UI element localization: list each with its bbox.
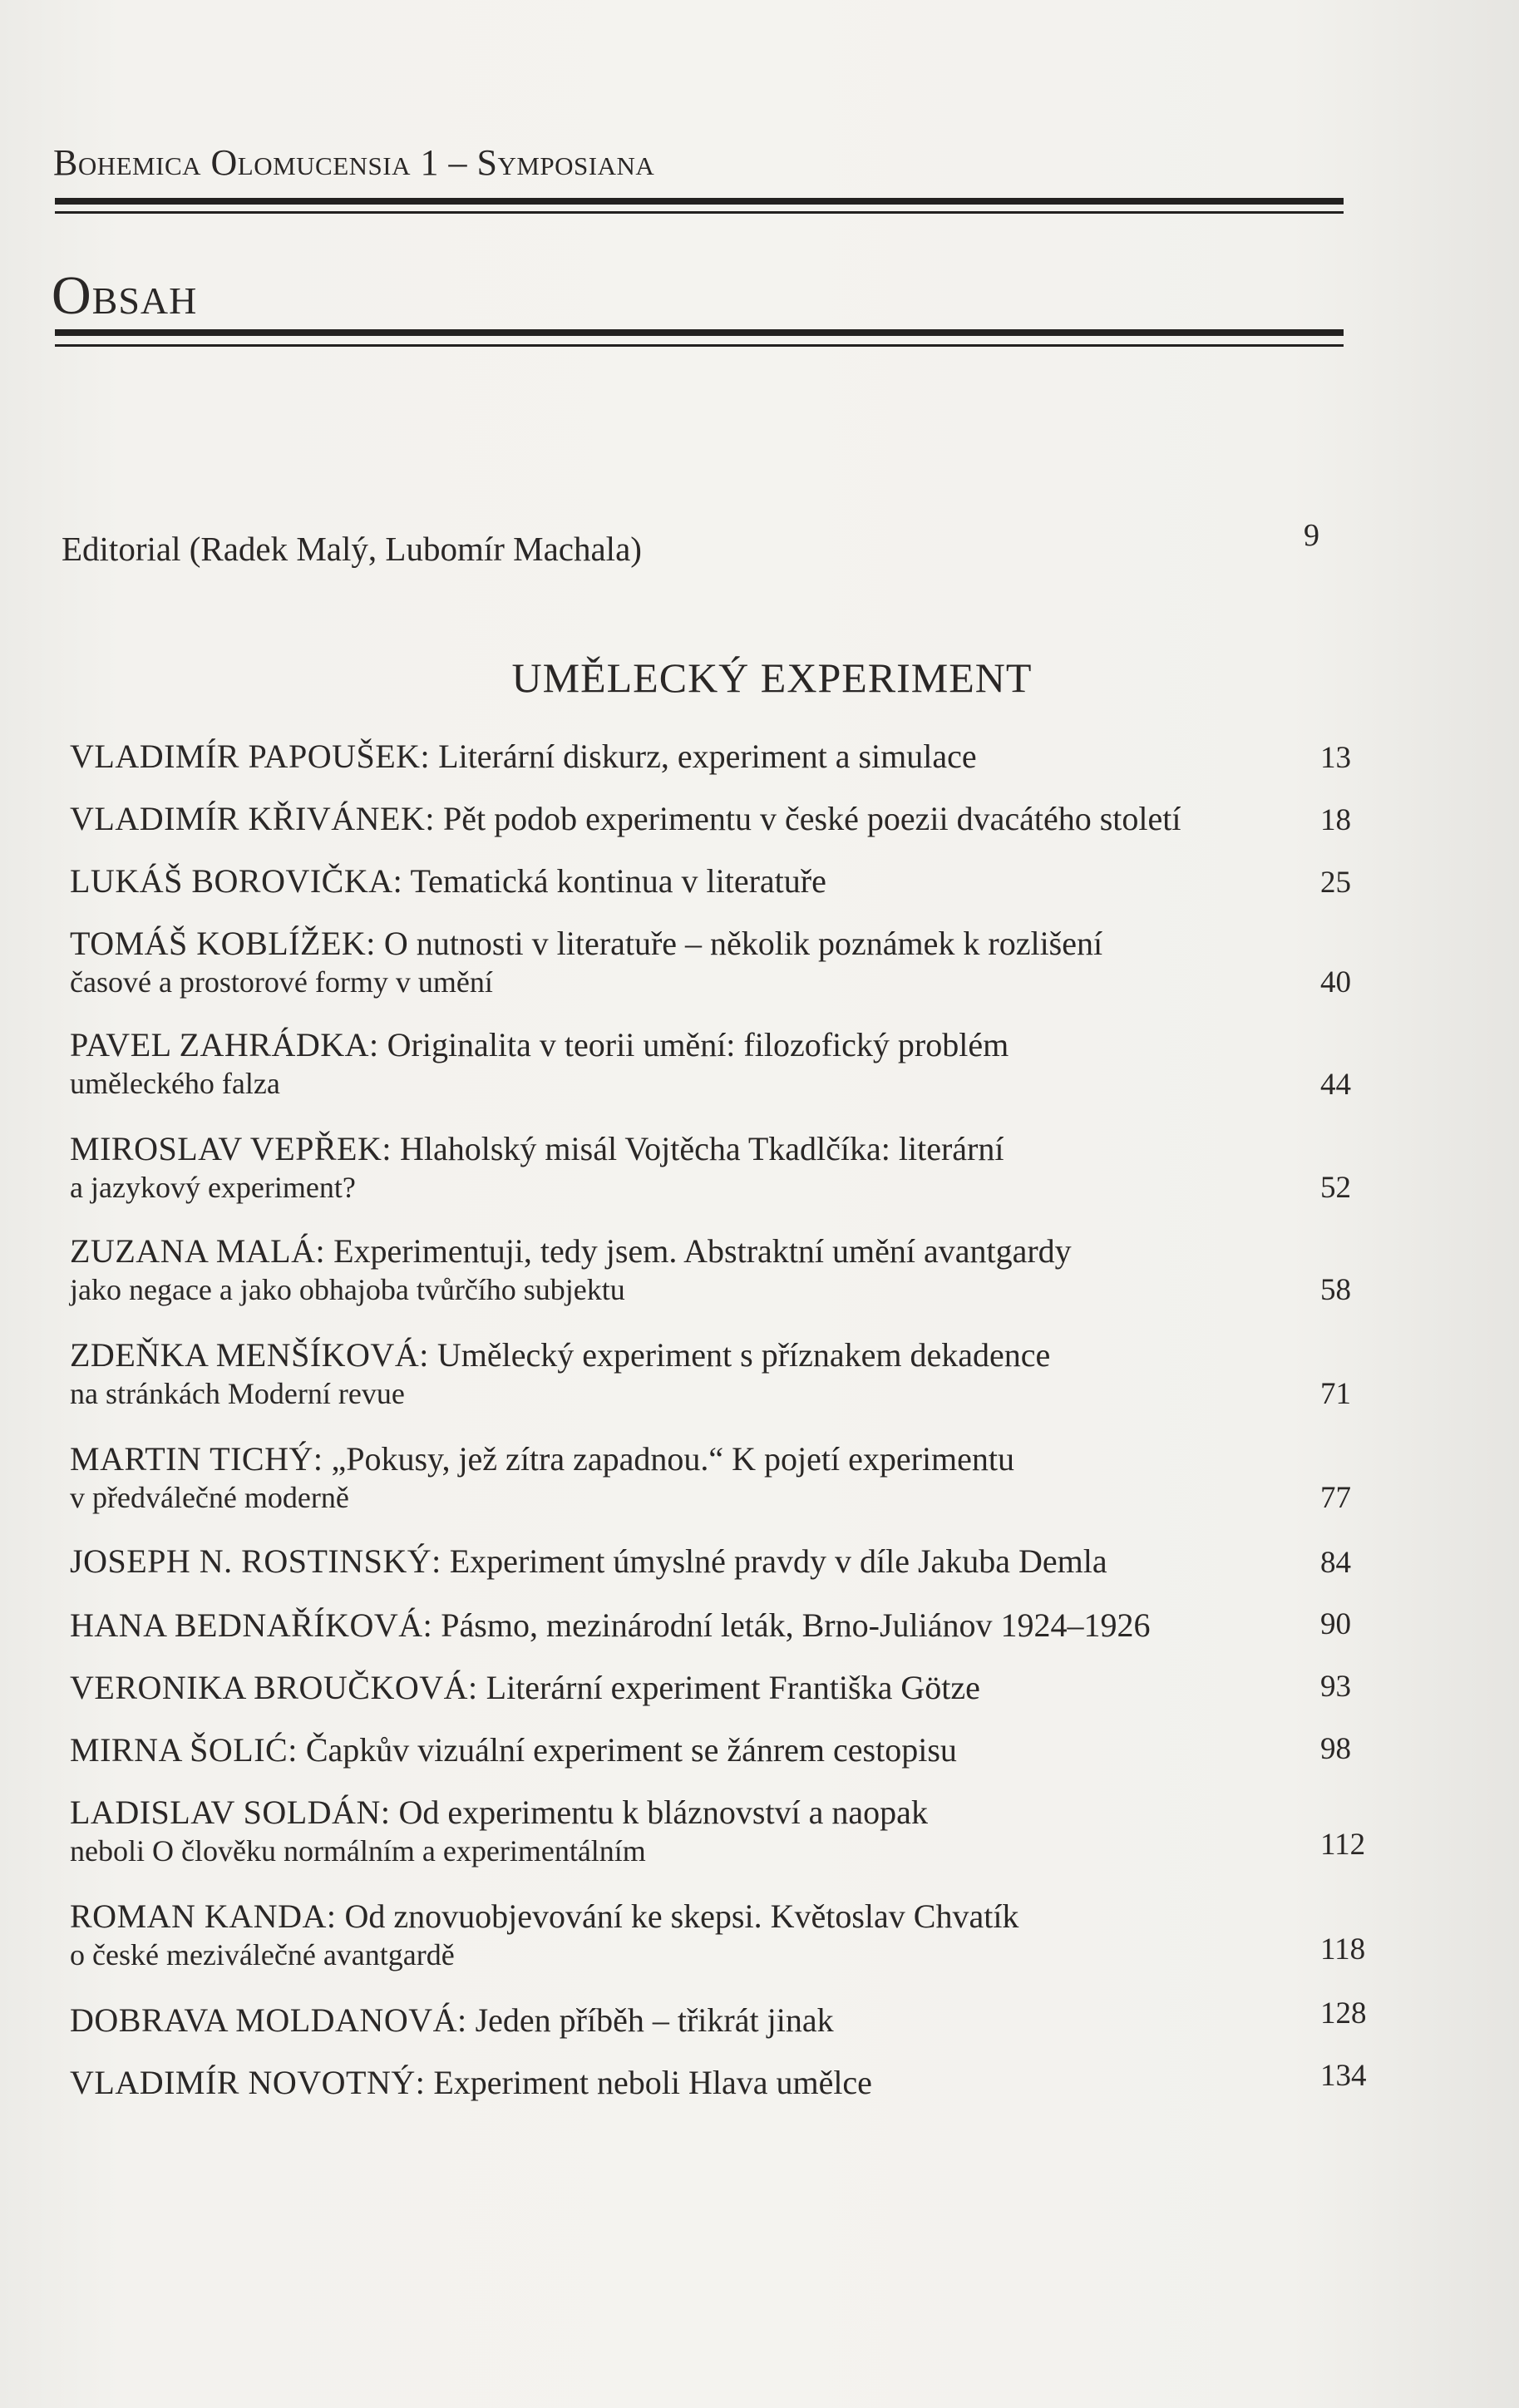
toc-author: MIROSLAV VEPŘEK: (70, 1130, 392, 1167)
toc-page-number: 93 (1320, 1670, 1351, 1704)
toc-page-number: 18 (1320, 803, 1351, 837)
toc-page-number: 52 (1320, 1171, 1351, 1205)
toc-title: Pásmo, mezinárodní leták, Brno-Juliánov 1924–1926 (441, 1606, 1151, 1644)
toc-page-number: 13 (1320, 741, 1351, 775)
toc-entry (70, 1336, 1284, 1410)
toc-author: VLADIMÍR PAPOUŠEK: (70, 738, 431, 775)
toc-page-number: 134 (1320, 2059, 1367, 2093)
toc-title: „Pokusy, jež zítra zapadnou.“ K pojetí experimentu (331, 1440, 1015, 1478)
toc-title: Experiment úmyslné pravdy v díle Jakuba Demla (449, 1542, 1107, 1580)
toc-entry (70, 1897, 1284, 1971)
toc-entry (70, 2001, 1284, 2039)
toc-title: O nutnosti v literatuře – několik poznámek k rozlišení (383, 925, 1103, 962)
toc-page-number: 77 (1320, 1481, 1351, 1515)
toc-page-number: 25 (1320, 866, 1351, 900)
toc-title: Hlaholský misál Vojtěcha Tkadlčíka: literární (399, 1130, 1004, 1167)
toc-title: Od znovuobjevování ke skepsi. Květoslav Chvatík (344, 1897, 1019, 1935)
toc-title: Originalita v teorii umění: filozofický problém (387, 1026, 1009, 1063)
editorial-page-number: 9 (1304, 518, 1319, 553)
title-rule-thin (55, 344, 1344, 347)
toc-entry-line (70, 802, 1284, 836)
header-rule-thin (55, 211, 1344, 214)
toc-entry (70, 802, 1284, 836)
toc-entry (70, 1440, 1284, 1514)
section-heading: UMĚLECKÝ EXPERIMENT (511, 654, 1033, 701)
toc-title: Čapkův vizuální experiment se žánrem cestopisu (305, 1731, 957, 1769)
toc-entry (70, 1671, 1284, 1705)
toc-entry (70, 1796, 1284, 1866)
toc-author: VERONIKA BROUČKOVÁ: (70, 1669, 478, 1706)
toc-entry (70, 927, 1284, 997)
toc-author: MARTIN TICHÝ: (70, 1440, 323, 1478)
toc-page-number: 90 (1320, 1607, 1351, 1641)
toc-title-continuation: neboli O člověku normálním a experimentálním (70, 1834, 646, 1868)
title-rule-thick (55, 329, 1344, 336)
toc-entry-line (70, 1232, 1284, 1270)
toc-title: Tematická kontinua v literatuře (410, 862, 826, 900)
toc-entry-line (70, 1542, 1284, 1580)
toc-entry-line (70, 1671, 1284, 1705)
toc-title: Literární diskurz, experiment a simulace (438, 738, 977, 775)
toc-entry (70, 2066, 1284, 2100)
toc-entry-line (70, 1731, 1284, 1769)
toc-entry-line (70, 2001, 1284, 2039)
header-rule-thick (55, 198, 1344, 205)
toc-entry-line (70, 927, 1284, 960)
toc-entry (70, 1606, 1284, 1644)
toc-entry-line (70, 1897, 1284, 1935)
page-title: Obsah (52, 265, 198, 326)
toc-author: PAVEL ZAHRÁDKA: (70, 1026, 379, 1063)
toc-entry-line (70, 740, 1284, 773)
toc-author: ZDEŇKA MENŠÍKOVÁ: (70, 1336, 429, 1374)
series-header: Bohemica Olomucensia 1 – Symposiana (53, 142, 655, 183)
toc-entry-line (70, 2066, 1284, 2100)
toc-entry-line (70, 1026, 1284, 1063)
toc-entry-line (70, 1606, 1284, 1644)
toc-title-continuation: v předválečné moderně (70, 1481, 349, 1514)
toc-entry-line (70, 1796, 1284, 1829)
toc-title-continuation: o české meziválečné avantgardě (70, 1938, 455, 1971)
toc-title: Jeden příběh – třikrát jinak (475, 2001, 834, 2039)
toc-page-number: 44 (1320, 1068, 1351, 1102)
toc-page-number: 71 (1320, 1377, 1351, 1411)
toc-title-continuation: časové a prostorové formy v umění (70, 965, 493, 999)
toc-title-continuation: uměleckého falza (70, 1067, 280, 1100)
toc-entry (70, 1132, 1284, 1202)
editorial-entry: Editorial (Radek Malý, Lubomír Machala) (62, 530, 642, 568)
toc-entry (70, 1731, 1284, 1769)
toc-author: JOSEPH N. ROSTINSKÝ: (70, 1542, 441, 1580)
toc-entry (70, 740, 1284, 773)
toc-page-number: 84 (1320, 1546, 1351, 1580)
toc-author: VLADIMÍR KŘIVÁNEK: (70, 800, 435, 837)
toc-author: LUKÁŠ BOROVIČKA: (70, 862, 403, 900)
toc-title-continuation: na stránkách Moderní revue (70, 1377, 405, 1410)
toc-author: ROMAN KANDA: (70, 1897, 337, 1935)
toc-title-continuation: a jazykový experiment? (70, 1171, 356, 1204)
toc-page-number: 128 (1320, 1996, 1367, 2031)
toc-page-number: 118 (1320, 1932, 1366, 1966)
toc-title: Od experimentu k bláznovství a naopak (398, 1794, 928, 1831)
toc-entry-line (70, 1336, 1284, 1374)
toc-page-number: 98 (1320, 1732, 1351, 1766)
toc-entry-line (70, 1440, 1284, 1478)
toc-title: Pět podob experimentu v české poezii dvacátého století (442, 800, 1181, 837)
toc-title: Experimentuji, tedy jsem. Abstraktní umění avantgardy (333, 1232, 1072, 1270)
toc-author: ZUZANA MALÁ: (70, 1232, 326, 1270)
toc-entry-line (70, 1132, 1284, 1166)
toc-page-number: 112 (1320, 1828, 1366, 1862)
toc-entry (70, 1232, 1284, 1306)
toc-entry (70, 1026, 1284, 1100)
toc-title: Umělecký experiment s příznakem dekadence (436, 1336, 1051, 1374)
toc-entry (70, 1542, 1284, 1580)
toc-title: Literární experiment Františka Götze (486, 1669, 980, 1706)
toc-page-number: 40 (1320, 965, 1351, 999)
toc-author: MIRNA ŠOLIĆ: (70, 1731, 298, 1769)
toc-author: LADISLAV SOLDÁN: (70, 1794, 391, 1831)
toc-author: HANA BEDNAŘÍKOVÁ: (70, 1606, 433, 1644)
toc-entry (70, 862, 1284, 900)
toc-author: VLADIMÍR NOVOTNÝ: (70, 2064, 426, 2101)
toc-page-number: 58 (1320, 1273, 1351, 1307)
toc-author: TOMÁŠ KOBLÍŽEK: (70, 925, 376, 962)
toc-author: DOBRAVA MOLDANOVÁ: (70, 2001, 467, 2039)
toc-title: Experiment neboli Hlava umělce (433, 2064, 872, 2101)
toc-title-continuation: jako negace a jako obhajoba tvůrčího subjektu (70, 1273, 625, 1306)
toc-entry-line (70, 862, 1284, 900)
